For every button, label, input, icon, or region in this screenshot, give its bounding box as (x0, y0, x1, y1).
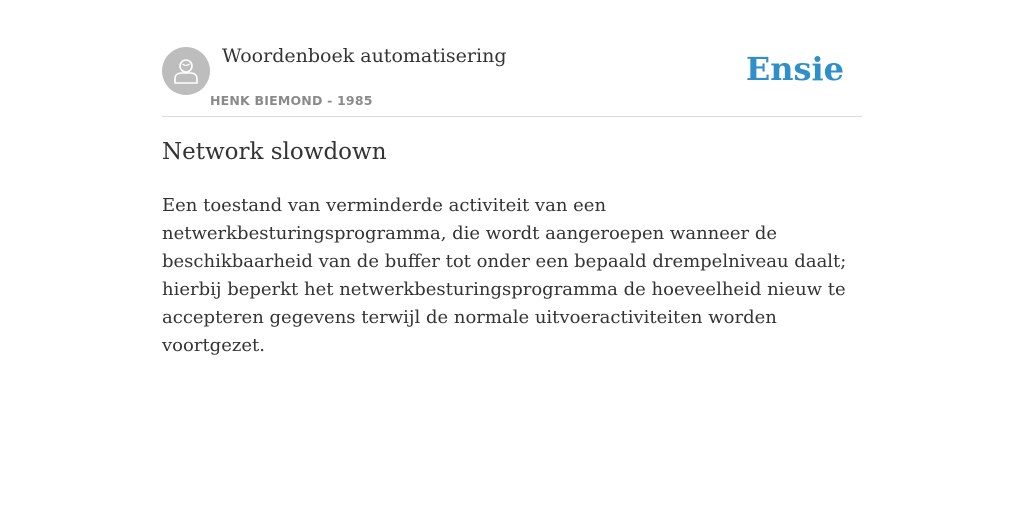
entry-header (162, 0, 862, 117)
entry-definition: Een toestand van verminderde activiteit van een netwerkbesturingsprogramma, die wordt aangeroepen wanneer de beschikbaarheid van de buffer tot onder een bepaald drempelniveau daalt; hierbij beperkt het netwerkbesturingsprogramma de hoeveelheid nieuw te accepteren gegevens terwijl de normale uitvoeractiviteiten worden voortgezet. (162, 195, 847, 356)
user-silhouette-icon (171, 56, 201, 86)
source-year: 1985 (337, 93, 373, 108)
source-meta (210, 93, 373, 108)
avatar[interactable] (162, 47, 210, 95)
source-title[interactable]: Woordenboek automatisering (222, 45, 507, 67)
meta-separator: - (322, 93, 338, 108)
entry-card (162, 0, 862, 512)
source-author[interactable]: HENK BIEMOND (210, 93, 323, 108)
brand-logo[interactable]: Ensie (745, 50, 844, 88)
entry-title: Network slowdown (162, 139, 387, 165)
